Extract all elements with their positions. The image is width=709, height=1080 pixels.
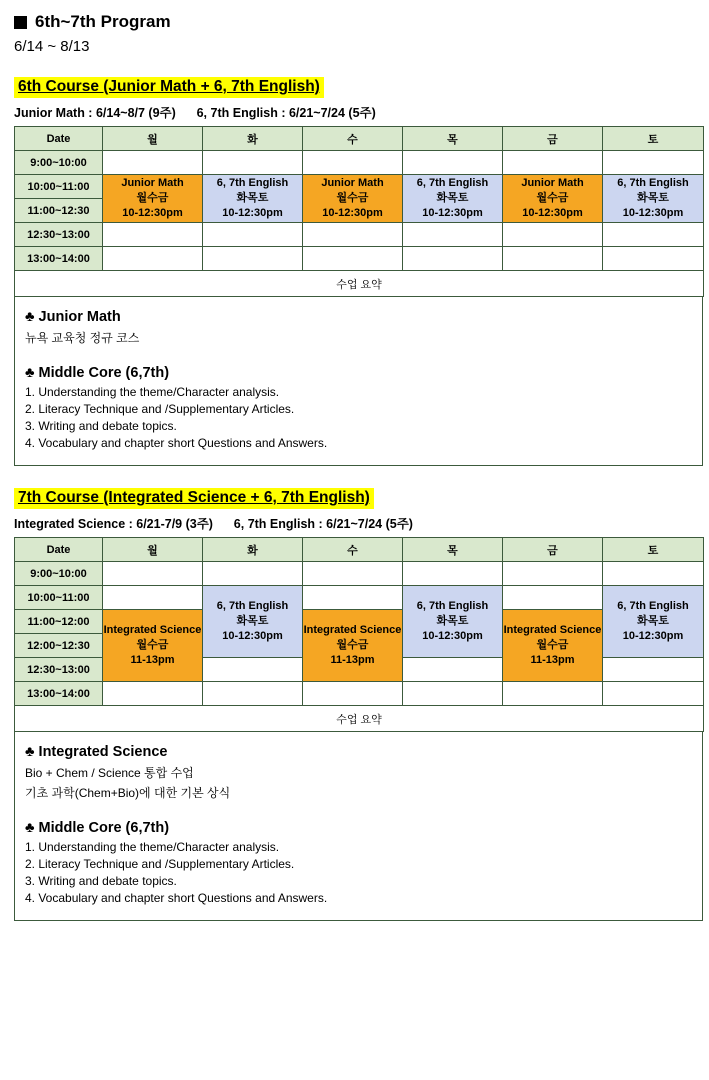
slot-empty xyxy=(503,247,603,271)
note-heading: ♣ Junior Math xyxy=(25,309,121,325)
class-time: 10-12:30pm xyxy=(622,206,684,219)
class-name: Integrated Science xyxy=(103,624,202,637)
slot-empty xyxy=(603,151,704,175)
slot-empty xyxy=(103,247,203,271)
class-time: 10-12:30pm xyxy=(422,206,483,219)
col-header: 화 xyxy=(203,127,303,151)
slot-empty xyxy=(203,562,303,586)
section-banner-6th: 6th Course (Junior Math + 6, 7th English) xyxy=(14,77,324,98)
notes-block-7th xyxy=(14,732,703,921)
time-label: 11:00~12:30 xyxy=(15,199,103,223)
class-block-wed xyxy=(303,610,403,682)
time-label: 9:00~10:00 xyxy=(15,151,103,175)
table-row xyxy=(15,682,704,706)
note-line: 4. Vocabulary and chapter short Questions and Answers. xyxy=(25,436,328,450)
class-time: 10-12:30pm xyxy=(622,629,684,642)
class-name: 6, 7th English xyxy=(216,600,289,613)
class-block-tue xyxy=(203,175,303,223)
slot-empty xyxy=(403,223,503,247)
class-time: 10-12:30pm xyxy=(522,206,583,219)
class-days: 화목토 xyxy=(436,192,469,205)
summary-label: 수업 요약 xyxy=(15,271,704,297)
time-label: 12:30~13:00 xyxy=(15,223,103,247)
notes-block-6th xyxy=(14,297,703,466)
program-date-range: 6/14 ~ 8/13 xyxy=(14,38,90,55)
slot-empty xyxy=(103,586,203,610)
class-days: 화목토 xyxy=(637,192,669,205)
table-row xyxy=(15,562,704,586)
table-row xyxy=(15,610,704,634)
summary-row xyxy=(15,271,704,297)
note-line: 4. Vocabulary and chapter short Questions and Answers. xyxy=(25,891,328,905)
class-name: Junior Math xyxy=(121,177,184,190)
col-header: 금 xyxy=(503,538,603,562)
note-spacer xyxy=(25,349,692,359)
slot-empty xyxy=(603,247,704,271)
class-days: 월수금 xyxy=(136,639,169,652)
col-header: 목 xyxy=(403,538,503,562)
slot-empty xyxy=(103,562,203,586)
class-days: 월수금 xyxy=(536,639,569,652)
class-block-fri xyxy=(503,610,603,682)
class-block-wed xyxy=(303,175,403,223)
time-label: 12:00~12:30 xyxy=(15,634,103,658)
slot-empty xyxy=(303,223,403,247)
class-name: Integrated Science xyxy=(303,624,402,637)
slot-empty xyxy=(603,223,704,247)
class-days: 월수금 xyxy=(536,192,569,205)
class-name: Junior Math xyxy=(521,177,584,190)
note-heading: ♣ Middle Core (6,7th) xyxy=(25,365,170,381)
section-subtitle-7th: Integrated Science : 6/21-7/9 (3주) 6, 7th English : 6/21~7/24 (5주) xyxy=(14,517,413,531)
square-bullet-icon xyxy=(14,16,27,29)
table-row xyxy=(15,247,704,271)
slot-empty xyxy=(503,562,603,586)
slot-empty xyxy=(503,586,603,610)
note-heading: ♣ Integrated Science xyxy=(25,744,168,760)
col-header: 수 xyxy=(303,127,403,151)
summary-row xyxy=(15,706,704,732)
col-header: Date xyxy=(15,538,103,562)
slot-empty xyxy=(303,247,403,271)
note-line: 1. Understanding the theme/Character analysis. xyxy=(25,385,280,399)
slot-empty xyxy=(603,682,704,706)
class-name: 6, 7th English xyxy=(416,600,489,613)
class-days: 화목토 xyxy=(236,615,269,628)
slot-empty xyxy=(603,562,704,586)
table-row xyxy=(15,586,704,610)
slot-empty xyxy=(203,658,303,682)
note-line: 뉴욕 교육청 정규 코스 xyxy=(25,331,140,345)
slot-empty xyxy=(203,223,303,247)
section-7th-course xyxy=(10,488,699,921)
class-block-fri xyxy=(503,175,603,223)
table-row xyxy=(15,223,704,247)
class-time: 10-12:30pm xyxy=(122,206,183,219)
class-days: 화목토 xyxy=(236,192,269,205)
time-label: 9:00~10:00 xyxy=(15,562,103,586)
page-title xyxy=(14,12,699,32)
slot-empty xyxy=(303,562,403,586)
note-line: 3. Writing and debate topics. xyxy=(25,419,177,433)
slot-empty xyxy=(303,586,403,610)
note-line: 1. Understanding the theme/Character analysis. xyxy=(25,840,280,854)
slot-empty xyxy=(603,658,704,682)
schedule-table-7th xyxy=(14,537,704,732)
col-header: 금 xyxy=(503,127,603,151)
time-label: 13:00~14:00 xyxy=(15,247,103,271)
slot-empty xyxy=(103,151,203,175)
class-time: 10-12:30pm xyxy=(222,629,283,642)
slot-empty xyxy=(403,658,503,682)
class-time: 11-13pm xyxy=(130,653,175,666)
note-line: 기초 과학(Chem+Bio)에 대한 기본 상식 xyxy=(25,786,231,800)
slot-empty xyxy=(203,247,303,271)
table-row xyxy=(15,151,704,175)
class-block-thu xyxy=(403,175,503,223)
class-block-sat xyxy=(603,586,704,658)
class-time: 11-13pm xyxy=(330,653,375,666)
slot-empty xyxy=(403,151,503,175)
slot-empty xyxy=(403,562,503,586)
col-header: 토 xyxy=(603,538,704,562)
class-name: 6, 7th English xyxy=(617,600,689,613)
note-line: 2. Literacy Technique and /Supplementary Articles. xyxy=(25,857,295,871)
slot-empty xyxy=(203,151,303,175)
page-title-text: 6th~7th Program xyxy=(35,12,171,31)
note-line: 2. Literacy Technique and /Supplementary Articles. xyxy=(25,402,295,416)
class-block-thu xyxy=(403,586,503,658)
slot-empty xyxy=(203,682,303,706)
section-banner-7th: 7th Course (Integrated Science + 6, 7th English) xyxy=(14,488,374,509)
col-header: 목 xyxy=(403,127,503,151)
slot-empty xyxy=(103,223,203,247)
table-header-row xyxy=(15,127,704,151)
class-days: 화목토 xyxy=(637,615,669,628)
table-row xyxy=(15,175,704,199)
slot-empty xyxy=(403,247,503,271)
slot-empty xyxy=(503,223,603,247)
class-time: 11-13pm xyxy=(530,653,575,666)
class-block-mon xyxy=(103,610,203,682)
time-label: 11:00~12:00 xyxy=(15,610,103,634)
col-header: 월 xyxy=(103,127,203,151)
time-label: 10:00~11:00 xyxy=(15,586,103,610)
slot-empty xyxy=(103,682,203,706)
slot-empty xyxy=(303,151,403,175)
slot-empty xyxy=(503,151,603,175)
section-6th-course xyxy=(10,77,699,466)
class-time: 10-12:30pm xyxy=(422,629,483,642)
table-header-row xyxy=(15,538,704,562)
time-label: 10:00~11:00 xyxy=(15,175,103,199)
col-header: 토 xyxy=(603,127,704,151)
col-header: 수 xyxy=(303,538,403,562)
class-block-sat xyxy=(603,175,704,223)
class-days: 월수금 xyxy=(336,192,369,205)
note-heading: ♣ Middle Core (6,7th) xyxy=(25,820,170,836)
class-block-tue xyxy=(203,586,303,658)
class-days: 월수금 xyxy=(136,192,169,205)
note-line: Bio + Chem / Science 통합 수업 xyxy=(25,766,194,780)
class-block-mon xyxy=(103,175,203,223)
class-time: 10-12:30pm xyxy=(222,206,283,219)
col-header: 화 xyxy=(203,538,303,562)
note-spacer xyxy=(25,804,692,814)
time-label: 12:30~13:00 xyxy=(15,658,103,682)
summary-label: 수업 요약 xyxy=(15,706,704,732)
class-time: 10-12:30pm xyxy=(322,206,383,219)
class-name: Integrated Science xyxy=(503,624,602,637)
class-days: 화목토 xyxy=(436,615,469,628)
slot-empty xyxy=(503,682,603,706)
col-header: 월 xyxy=(103,538,203,562)
note-line: 3. Writing and debate topics. xyxy=(25,874,177,888)
class-days: 월수금 xyxy=(336,639,369,652)
class-name: Junior Math xyxy=(321,177,384,190)
schedule-table-6th xyxy=(14,126,704,297)
class-name: 6, 7th English xyxy=(416,177,489,190)
class-name: 6, 7th English xyxy=(617,177,689,190)
slot-empty xyxy=(303,682,403,706)
class-name: 6, 7th English xyxy=(216,177,289,190)
time-label: 13:00~14:00 xyxy=(15,682,103,706)
section-subtitle-6th: Junior Math : 6/14~8/7 (9주) 6, 7th English : 6/21~7/24 (5주) xyxy=(14,106,376,120)
col-header: Date xyxy=(15,127,103,151)
slot-empty xyxy=(403,682,503,706)
